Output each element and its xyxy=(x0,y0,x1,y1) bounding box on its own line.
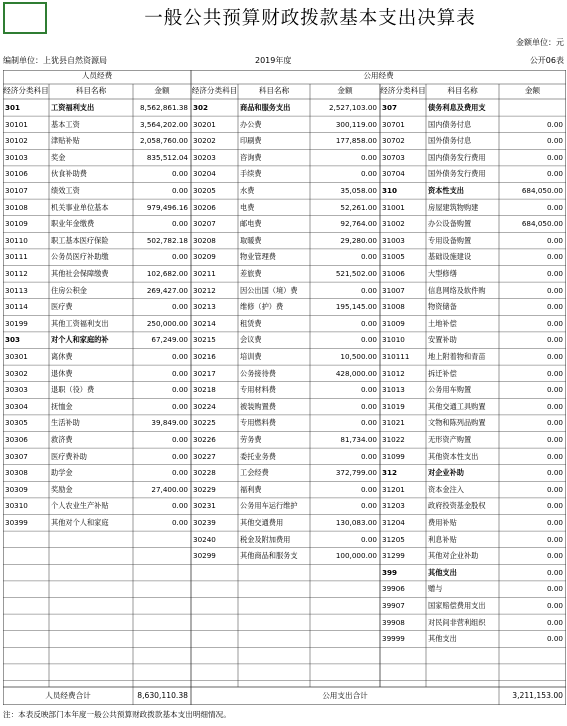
cell-amount[interactable]: 0.00 xyxy=(546,136,563,146)
cell-amount[interactable]: 35,058.00 xyxy=(340,186,377,195)
report-title: 一般公共预算财政拨款基本支出决算表 xyxy=(144,8,476,29)
cell-amount[interactable]: 29,280.00 xyxy=(340,235,377,245)
cell-code[interactable]: 30307 xyxy=(5,451,28,461)
cell-amount[interactable]: 0.00 xyxy=(546,318,563,328)
cell-name[interactable]: 租赁费 xyxy=(240,318,262,328)
cell-code[interactable]: 30204 xyxy=(193,169,216,179)
cell-name[interactable]: 委托业务费 xyxy=(240,451,276,461)
cell-amount[interactable]: 684,050.00 xyxy=(521,186,563,195)
cell-amount[interactable]: 835,512.04 xyxy=(146,152,188,162)
cell-name[interactable]: 抚恤金 xyxy=(51,401,73,411)
cell-amount[interactable]: 0.00 xyxy=(546,534,563,544)
col-header-amount: 金额 xyxy=(524,86,541,95)
cell-code[interactable]: 30203 xyxy=(193,152,216,162)
cell-name[interactable]: 离休费 xyxy=(51,352,73,361)
cell-amount[interactable]: 0.00 xyxy=(360,501,377,511)
cell-amount[interactable]: 52,261.00 xyxy=(340,202,377,212)
cell-amount[interactable]: 0.00 xyxy=(546,418,563,428)
cell-amount[interactable]: 2,527,103.00 xyxy=(328,103,377,112)
cell-code[interactable]: 30207 xyxy=(193,219,216,229)
cell-amount[interactable]: 0.00 xyxy=(546,484,563,494)
cell-name[interactable]: 电费 xyxy=(240,202,255,212)
cell-name[interactable]: 退休费 xyxy=(51,368,73,378)
cell-code[interactable]: 30304 xyxy=(5,401,28,411)
cell-code[interactable]: 30103 xyxy=(5,152,28,162)
cell-amount[interactable]: 8,562,861.38 xyxy=(139,103,188,112)
cell-name[interactable]: 资本金注入 xyxy=(428,484,464,494)
cell-code[interactable]: 30229 xyxy=(193,484,216,494)
cell-code[interactable]: 31204 xyxy=(382,518,405,527)
cell-name[interactable]: 基础设施建设 xyxy=(428,252,472,262)
cell-code[interactable]: 31299 xyxy=(382,551,405,561)
cell-code[interactable]: 30310 xyxy=(5,501,28,511)
cell-name[interactable]: 职业年金缴费 xyxy=(51,219,95,229)
col-header-code: 经济分类科目 xyxy=(191,86,238,95)
cell-amount[interactable]: 0.00 xyxy=(546,601,563,610)
cell-name[interactable]: 土地补偿 xyxy=(428,318,457,328)
cell-code[interactable]: 31008 xyxy=(382,302,405,312)
cell-name[interactable]: 取暖费 xyxy=(240,235,262,245)
cell-amount[interactable]: 0.00 xyxy=(546,368,563,378)
cell-amount[interactable]: 0.00 xyxy=(171,302,188,312)
cell-amount[interactable]: 0.00 xyxy=(546,617,563,627)
cell-code[interactable]: 301 xyxy=(5,103,21,112)
cell-code[interactable]: 39908 xyxy=(382,617,405,627)
cell-amount[interactable]: 300,119.00 xyxy=(335,119,377,129)
cell-code[interactable]: 30226 xyxy=(193,435,216,444)
cell-code[interactable]: 30111 xyxy=(5,252,28,262)
personnel-section-header: 人员经费 xyxy=(81,71,113,80)
cell-amount[interactable]: 0.00 xyxy=(171,368,188,378)
cell-amount[interactable]: 0.00 xyxy=(546,567,563,577)
cell-amount[interactable]: 2,058,760.00 xyxy=(139,136,188,146)
cell-name[interactable]: 税金及附加费用 xyxy=(240,534,291,544)
cell-name[interactable]: 其他对个人和家庭 xyxy=(51,518,109,527)
cell-name[interactable]: 文物和陈列品购置 xyxy=(428,418,486,428)
cell-amount[interactable]: 0.00 xyxy=(546,551,563,561)
cell-code[interactable]: 30113 xyxy=(5,285,28,295)
cell-amount[interactable]: 0.00 xyxy=(546,584,563,594)
cell-code[interactable]: 30702 xyxy=(382,136,405,146)
cell-name[interactable]: 赠与 xyxy=(428,584,443,594)
cell-code[interactable]: 31006 xyxy=(382,269,405,278)
cell-amount[interactable]: 0.00 xyxy=(360,451,377,461)
cell-name[interactable]: 救济费 xyxy=(51,435,73,444)
cell-code[interactable]: 30309 xyxy=(5,484,28,494)
cell-code[interactable]: 30240 xyxy=(193,534,216,544)
cell-amount[interactable]: 0.00 xyxy=(360,401,377,411)
cell-code[interactable]: 30214 xyxy=(193,318,216,328)
cell-name[interactable]: 地上附着物和青苗 xyxy=(428,352,486,361)
cell-name[interactable]: 利息补贴 xyxy=(428,534,457,544)
cell-amount[interactable]: 0.00 xyxy=(546,269,563,278)
cell-amount[interactable]: 0.00 xyxy=(171,468,188,478)
col-header-code: 经济分类科目 xyxy=(380,86,426,95)
cell-code[interactable]: 30106 xyxy=(5,169,28,179)
expenditure-table xyxy=(3,70,566,705)
cell-name[interactable]: 对个人和家庭的补 xyxy=(51,335,109,345)
cell-code[interactable]: 30305 xyxy=(5,418,28,428)
cell-name[interactable]: 国外债务付息 xyxy=(428,136,472,146)
personnel-total-amount: 8,630,110.38 xyxy=(137,691,188,700)
cell-amount[interactable]: 0.00 xyxy=(546,501,563,511)
cell-amount[interactable]: 92,764.00 xyxy=(340,219,377,229)
cell-code[interactable]: 30199 xyxy=(5,318,28,328)
cell-code[interactable]: 31002 xyxy=(382,219,405,229)
cell-name[interactable]: 医疗费补助 xyxy=(51,451,87,461)
cell-amount[interactable]: 0.00 xyxy=(546,451,563,461)
cell-name[interactable]: 其他支出 xyxy=(428,634,457,644)
cell-amount[interactable]: 0.00 xyxy=(171,352,188,361)
cell-amount[interactable]: 0.00 xyxy=(171,451,188,461)
cell-name[interactable]: 邮电费 xyxy=(240,219,262,229)
cell-code[interactable]: 30108 xyxy=(5,202,28,212)
cell-name[interactable]: 维修（护）费 xyxy=(240,302,284,312)
selected-cell-cursor[interactable] xyxy=(3,2,47,34)
cell-amount[interactable]: 0.00 xyxy=(360,285,377,295)
cell-code[interactable]: 31203 xyxy=(382,501,405,511)
cell-amount[interactable]: 0.00 xyxy=(360,335,377,345)
cell-code[interactable]: 31022 xyxy=(382,435,405,444)
cell-amount[interactable]: 0.00 xyxy=(171,501,188,511)
cell-amount[interactable]: 39,849.00 xyxy=(151,418,188,428)
cell-name[interactable]: 国内债务发行费用 xyxy=(428,152,486,162)
cell-amount[interactable]: 0.00 xyxy=(360,152,377,162)
cell-amount[interactable]: 0.00 xyxy=(546,335,563,345)
cell-code[interactable]: 30703 xyxy=(382,152,405,162)
cell-name[interactable]: 生活补助 xyxy=(51,418,80,428)
cell-code[interactable]: 30217 xyxy=(193,368,216,378)
cell-code[interactable]: 30228 xyxy=(193,468,216,478)
cell-amount[interactable]: 177,858.00 xyxy=(335,136,377,146)
cell-amount[interactable]: 979,496.16 xyxy=(146,202,188,212)
cell-amount[interactable]: 428,000.00 xyxy=(335,368,377,378)
public-section-header: 公用经费 xyxy=(363,71,394,80)
cell-code[interactable]: 30303 xyxy=(5,385,28,395)
cell-name[interactable]: 住房公积金 xyxy=(51,285,87,295)
cell-amount[interactable]: 0.00 xyxy=(171,219,188,229)
cell-amount[interactable]: 195,145.00 xyxy=(335,302,377,312)
cell-code[interactable]: 30225 xyxy=(193,418,216,428)
cell-name[interactable]: 专用燃料费 xyxy=(240,418,276,428)
col-header-name: 科目名称 xyxy=(75,86,107,95)
cell-code[interactable]: 30218 xyxy=(193,385,216,395)
cell-amount[interactable]: 0.00 xyxy=(546,152,563,162)
cell-code[interactable]: 30239 xyxy=(193,518,216,527)
cell-code[interactable]: 31005 xyxy=(382,252,405,262)
cell-amount[interactable]: 0.00 xyxy=(360,318,377,328)
cell-amount[interactable]: 0.00 xyxy=(546,435,563,444)
cell-name[interactable]: 办公设备购置 xyxy=(428,219,472,229)
cell-amount[interactable]: 0.00 xyxy=(546,518,563,527)
cell-amount[interactable]: 0.00 xyxy=(171,401,188,411)
cell-code[interactable]: 30224 xyxy=(193,401,216,411)
cell-code[interactable]: 307 xyxy=(382,103,398,112)
cell-code[interactable]: 30216 xyxy=(193,352,216,361)
cell-name[interactable]: 奖励金 xyxy=(51,484,73,494)
cell-code[interactable]: 30107 xyxy=(5,186,28,195)
footnote: 注：本表反映部门本年度一般公共预算财政拨款基本支出明细情况。 xyxy=(3,710,231,719)
cell-name[interactable]: 公务员医疗补助缴 xyxy=(51,252,109,262)
cell-amount[interactable]: 0.00 xyxy=(171,435,188,444)
cell-name[interactable]: 物资储备 xyxy=(428,302,457,312)
cell-code[interactable]: 30114 xyxy=(5,302,28,312)
cell-name[interactable]: 培训费 xyxy=(240,352,262,361)
cell-name[interactable]: 其他商品和服务支 xyxy=(240,551,298,561)
cell-code[interactable]: 302 xyxy=(193,103,209,112)
cell-code[interactable]: 31010 xyxy=(382,335,405,345)
cell-code[interactable]: 30110 xyxy=(5,235,28,245)
cell-name[interactable]: 其他资本性支出 xyxy=(428,451,479,461)
cell-code[interactable]: 31099 xyxy=(382,451,405,461)
cell-amount[interactable]: 0.00 xyxy=(171,169,188,179)
cell-name[interactable]: 物业管理费 xyxy=(240,252,276,262)
cell-amount[interactable]: 0.00 xyxy=(546,235,563,245)
cell-code[interactable]: 31019 xyxy=(382,401,405,411)
cell-name[interactable]: 基本工资 xyxy=(51,119,80,129)
cell-code[interactable]: 30306 xyxy=(5,435,28,444)
cell-name[interactable]: 信息网络及软件购 xyxy=(428,285,486,295)
cell-code[interactable]: 30227 xyxy=(193,451,216,461)
cell-code[interactable]: 310 xyxy=(382,186,398,195)
cell-amount[interactable]: 372,799.00 xyxy=(335,468,377,478)
cell-amount[interactable]: 102,682.00 xyxy=(146,269,188,278)
cell-code[interactable]: 30299 xyxy=(193,551,216,561)
cell-name[interactable]: 印刷费 xyxy=(240,136,262,146)
cell-amount[interactable]: 0.00 xyxy=(546,169,563,179)
cell-name[interactable]: 绩效工资 xyxy=(51,186,80,195)
cell-name[interactable]: 公务用车运行维护 xyxy=(240,501,298,511)
cell-name[interactable]: 办公费 xyxy=(240,119,262,129)
cell-name[interactable]: 伙食补助费 xyxy=(51,169,87,179)
cell-amount[interactable]: 0.00 xyxy=(546,401,563,411)
unit-label: 金额单位：元 xyxy=(516,38,564,47)
cell-code[interactable]: 31201 xyxy=(382,484,405,494)
cell-amount[interactable]: 0.00 xyxy=(546,202,563,212)
cell-code[interactable]: 30231 xyxy=(193,501,216,511)
cell-code[interactable]: 31021 xyxy=(382,418,405,428)
cell-name[interactable]: 无形资产购置 xyxy=(428,435,472,444)
cell-amount[interactable]: 0.00 xyxy=(360,484,377,494)
cell-name[interactable]: 工资福利支出 xyxy=(51,103,95,112)
cell-code[interactable]: 303 xyxy=(5,335,21,345)
cell-code[interactable]: 30205 xyxy=(193,186,216,195)
cell-code[interactable]: 30301 xyxy=(5,352,28,361)
cell-amount[interactable]: 250,000.00 xyxy=(146,318,188,328)
col-header-code: 经济分类科目 xyxy=(3,86,49,95)
cell-name[interactable]: 福利费 xyxy=(240,484,262,494)
cell-name[interactable]: 大型修缮 xyxy=(428,269,457,278)
cell-name[interactable]: 咨询费 xyxy=(240,152,262,162)
cell-name[interactable]: 公务接待费 xyxy=(240,368,276,378)
cell-amount[interactable]: 0.00 xyxy=(360,534,377,544)
cell-code[interactable]: 30213 xyxy=(193,302,216,312)
cell-name[interactable]: 其他对企业补助 xyxy=(428,551,479,561)
cell-name[interactable]: 专用设备购置 xyxy=(428,235,472,245)
org-label: 编制单位：上犹县自然资源局 xyxy=(3,56,107,65)
cell-name[interactable]: 国内债务付息 xyxy=(428,119,472,129)
cell-code[interactable]: 39906 xyxy=(382,584,405,594)
personnel-total-label: 人员经费合计 xyxy=(45,691,91,700)
cell-code[interactable]: 30101 xyxy=(5,119,28,129)
cell-name[interactable]: 差旅费 xyxy=(240,269,262,278)
cell-amount[interactable]: 10,500.00 xyxy=(340,352,377,361)
col-header-amount: 金额 xyxy=(154,86,170,95)
cell-code[interactable]: 30206 xyxy=(193,202,216,212)
cell-name[interactable]: 劳务费 xyxy=(240,435,262,444)
cell-amount[interactable]: 502,782.18 xyxy=(146,235,188,245)
cell-code[interactable]: 30201 xyxy=(193,119,216,129)
cell-code[interactable]: 30399 xyxy=(5,518,28,527)
cell-amount[interactable]: 0.00 xyxy=(171,518,188,527)
cell-code[interactable]: 31009 xyxy=(382,318,405,328)
cell-name[interactable]: 对企业补助 xyxy=(428,468,464,478)
cell-amount[interactable]: 0.00 xyxy=(546,385,563,395)
cell-name[interactable]: 债务利息及费用支 xyxy=(428,103,486,112)
cell-code[interactable]: 31013 xyxy=(382,385,405,395)
public-total-amount: 3,211,153.00 xyxy=(512,691,563,700)
cell-code[interactable]: 310111 xyxy=(382,352,410,361)
cell-name[interactable]: 津贴补贴 xyxy=(51,136,80,146)
cell-amount[interactable]: 0.00 xyxy=(360,252,377,262)
cell-name[interactable]: 因公出国（境）费 xyxy=(240,285,298,295)
cell-name[interactable]: 政府投资基金股权 xyxy=(428,501,486,511)
cell-code[interactable]: 30302 xyxy=(5,368,28,378)
cell-amount[interactable]: 27,400.00 xyxy=(151,484,188,494)
cell-code[interactable]: 30704 xyxy=(382,169,405,179)
cell-amount[interactable]: 0.00 xyxy=(171,186,188,195)
cell-amount[interactable]: 0.00 xyxy=(546,634,563,644)
cell-code[interactable]: 30215 xyxy=(193,335,216,345)
cell-code[interactable]: 312 xyxy=(382,468,398,478)
cell-amount[interactable]: 0.00 xyxy=(360,418,377,428)
cell-code[interactable]: 30202 xyxy=(193,136,216,146)
cell-amount[interactable]: 0.00 xyxy=(171,252,188,262)
cell-code[interactable]: 30209 xyxy=(193,252,216,262)
cell-name[interactable]: 医疗费 xyxy=(51,302,73,312)
cell-amount[interactable]: 269,427.00 xyxy=(146,285,188,295)
cell-amount[interactable]: 0.00 xyxy=(360,169,377,179)
cell-code[interactable]: 30211 xyxy=(193,269,216,278)
cell-code[interactable]: 30308 xyxy=(5,468,28,478)
form-code: 公开06表 xyxy=(529,56,564,65)
col-header-name: 科目名称 xyxy=(258,86,290,95)
cell-amount[interactable]: 0.00 xyxy=(546,285,563,295)
cell-amount[interactable]: 130,083.00 xyxy=(335,518,377,527)
cell-code[interactable]: 39907 xyxy=(382,601,405,610)
cell-name[interactable]: 公务用车购置 xyxy=(428,385,472,395)
cell-amount[interactable]: 0.00 xyxy=(171,385,188,395)
cell-name[interactable]: 资本性支出 xyxy=(428,186,464,195)
year-label: 2019年度 xyxy=(255,56,292,65)
public-total-label: 公用支出合计 xyxy=(322,691,368,700)
cell-name[interactable]: 其他交通工具购置 xyxy=(428,401,486,411)
cell-name[interactable]: 其他工资福利支出 xyxy=(51,318,109,328)
cell-name[interactable]: 专用材料费 xyxy=(240,385,276,395)
cell-name[interactable]: 个人农业生产补贴 xyxy=(51,501,109,511)
cell-name[interactable]: 国外债务发行费用 xyxy=(428,169,486,179)
cell-amount[interactable]: 0.00 xyxy=(546,252,563,262)
cell-name[interactable]: 对民间非营利组织 xyxy=(428,617,486,627)
cell-code[interactable]: 31007 xyxy=(382,285,405,295)
cell-name[interactable]: 工会经费 xyxy=(240,468,269,478)
cell-amount[interactable]: 0.00 xyxy=(546,468,563,478)
cell-name[interactable]: 商品和服务支出 xyxy=(240,103,291,112)
cell-name[interactable]: 奖金 xyxy=(51,152,66,162)
cell-code[interactable]: 30102 xyxy=(5,136,28,146)
cell-amount[interactable]: 3,564,202.00 xyxy=(139,119,188,129)
cell-name[interactable]: 其他交通费用 xyxy=(240,518,284,527)
cell-code[interactable]: 399 xyxy=(382,567,398,577)
cell-code[interactable]: 30701 xyxy=(382,119,405,129)
cell-name[interactable]: 房屋建筑物购建 xyxy=(428,202,479,212)
cell-name[interactable]: 水费 xyxy=(240,186,255,195)
cell-amount[interactable]: 684,050.00 xyxy=(521,219,563,229)
col-header-name: 科目名称 xyxy=(447,86,478,95)
cell-name[interactable]: 会议费 xyxy=(240,335,262,345)
cell-code[interactable]: 30212 xyxy=(193,285,216,295)
cell-name[interactable]: 安置补助 xyxy=(428,335,457,345)
cell-name[interactable]: 国家赔偿费用支出 xyxy=(428,601,486,610)
cell-amount[interactable]: 0.00 xyxy=(546,302,563,312)
cell-amount[interactable]: 67,249.00 xyxy=(151,335,188,345)
cell-code[interactable]: 39999 xyxy=(382,634,405,644)
cell-code[interactable]: 30109 xyxy=(5,219,28,229)
cell-code[interactable]: 31003 xyxy=(382,235,405,245)
cell-name[interactable]: 职工基本医疗保险 xyxy=(51,235,109,245)
cell-code[interactable]: 31001 xyxy=(382,202,405,212)
cell-name[interactable]: 助学金 xyxy=(51,468,73,478)
cell-name[interactable]: 被装购置费 xyxy=(240,401,276,411)
cell-name[interactable]: 其他社会保障缴费 xyxy=(51,269,109,278)
cell-name[interactable]: 机关事业单位基本 xyxy=(51,202,109,212)
col-header-amount: 金额 xyxy=(337,86,353,95)
cell-amount[interactable]: 0.00 xyxy=(546,119,563,129)
cell-amount[interactable]: 521,502.00 xyxy=(335,269,377,278)
cell-name[interactable]: 退职（役）费 xyxy=(51,385,95,395)
cell-amount[interactable]: 0.00 xyxy=(546,352,563,361)
cell-name[interactable]: 费用补贴 xyxy=(428,518,457,527)
cell-code[interactable]: 31012 xyxy=(382,368,405,378)
cell-amount[interactable]: 0.00 xyxy=(360,385,377,395)
cell-code[interactable]: 30208 xyxy=(193,235,216,245)
cell-name[interactable]: 手续费 xyxy=(240,169,262,179)
cell-name[interactable]: 其他支出 xyxy=(428,567,457,577)
cell-name[interactable]: 拆迁补偿 xyxy=(428,368,457,378)
cell-code[interactable]: 30112 xyxy=(5,269,28,278)
cell-amount[interactable]: 100,000.00 xyxy=(335,551,377,561)
cell-code[interactable]: 31205 xyxy=(382,534,405,544)
cell-amount[interactable]: 81,734.00 xyxy=(340,435,377,444)
